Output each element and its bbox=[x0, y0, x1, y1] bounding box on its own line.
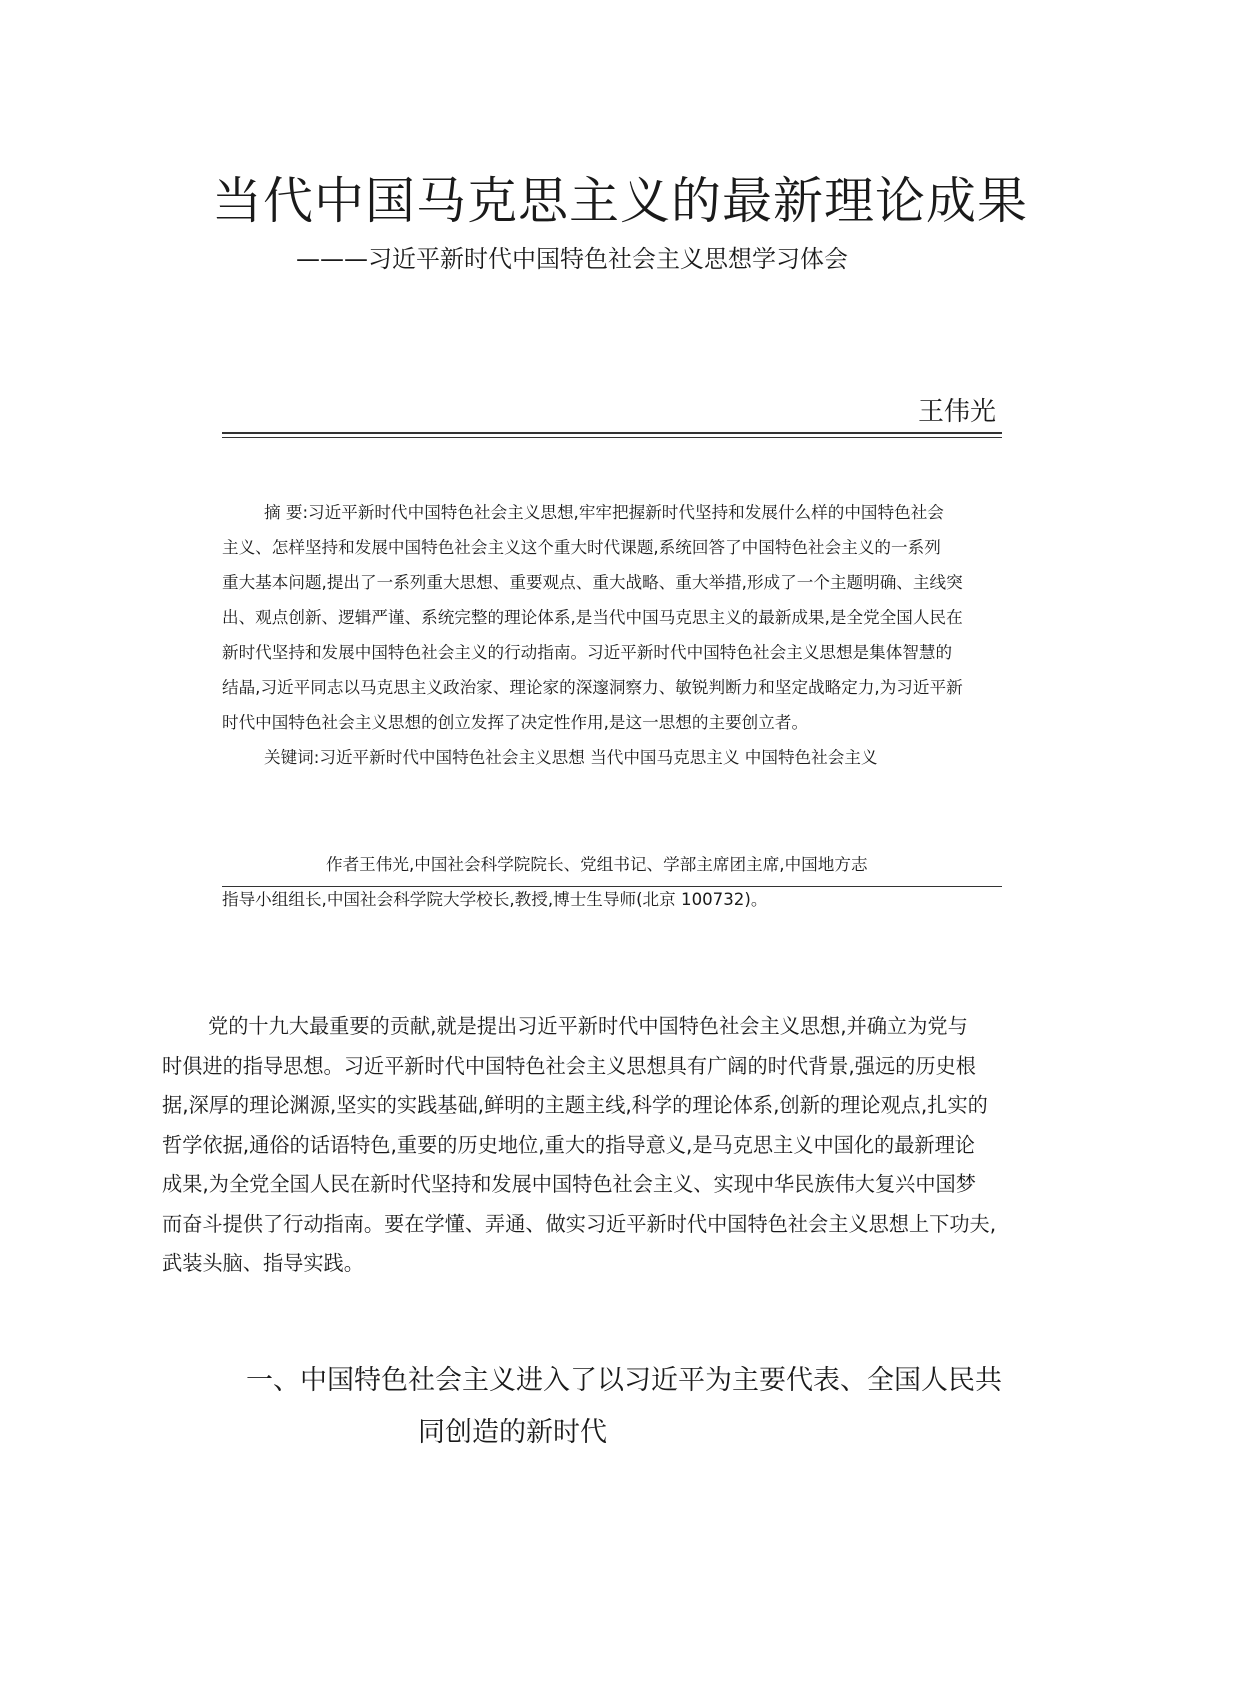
document-title: 当代中国马克思主义的最新理论成果 bbox=[212, 172, 1028, 230]
body-line: 而奋斗提供了行动指南。要在学懂、弄通、做实习近平新时代中国特色社会主义思想上下功夫, bbox=[162, 1211, 997, 1236]
abstract-line: 重大基本问题,提出了一系列重大思想、重要观点、重大战略、重大举措,形成了一个主题明确、主线突 bbox=[222, 573, 963, 592]
author-note-line: 指导小组组长,中国社会科学院大学校长,教授,博士生导师(北京 100732)。 bbox=[222, 890, 768, 909]
author-divider bbox=[222, 432, 1002, 438]
section-heading-line: 一、中国特色社会主义进入了以习近平为主要代表、全国人民共 bbox=[246, 1365, 1002, 1396]
body-line: 哲学依据,通俗的话语特色,重要的历史地位,重大的指导意义,是马克思主义中国化的最新理论 bbox=[162, 1132, 975, 1157]
author-note-block bbox=[222, 847, 1022, 917]
body-line: 据,深厚的理论渊源,坚实的实践基础,鲜明的主题主线,科学的理论体系,创新的理论观点,扎实的 bbox=[162, 1093, 988, 1117]
body-line: 武装头脑、指导实践。 bbox=[162, 1251, 364, 1275]
author-name: 王伟光 bbox=[917, 397, 996, 427]
section-heading-line: 同创造的新时代 bbox=[418, 1417, 607, 1448]
author-note-divider bbox=[222, 886, 1002, 887]
abstract-line: 摘 要:习近平新时代中国特色社会主义思想,牢牢把握新时代坚持和发展什么样的中国特色社会 bbox=[264, 503, 944, 522]
abstract-line: 时代中国特色社会主义思想的创立发挥了决定性作用,是这一思想的主要创立者。 bbox=[222, 713, 809, 732]
abstract-line: 新时代坚持和发展中国特色社会主义的行动指南。习近平新时代中国特色社会主义思想是集体智慧的 bbox=[222, 643, 953, 662]
author-note-line: 作者王伟光,中国社会科学院院长、党组书记、学部主席团主席,中国地方志 bbox=[326, 855, 868, 874]
abstract-line: 主义、怎样坚持和发展中国特色社会主义这个重大时代课题,系统回答了中国特色社会主义的一系列 bbox=[222, 538, 941, 557]
abstract-line: 出、观点创新、逻辑严谨、系统完整的理论体系,是当代中国马克思主义的最新成果,是全党全国人民在 bbox=[222, 608, 963, 627]
document-subtitle: ———习近平新时代中国特色社会主义思想学习体会 bbox=[296, 245, 848, 273]
body-line: 成果,为全党全国人民在新时代坚持和发展中国特色社会主义、实现中华民族伟大复兴中国梦 bbox=[162, 1172, 976, 1196]
body-line: 党的十九大最重要的贡献,就是提出习近平新时代中国特色社会主义思想,并确立为党与 bbox=[208, 1014, 968, 1038]
section-heading bbox=[246, 1355, 1002, 1459]
body-line: 时俱进的指导思想。习近平新时代中国特色社会主义思想具有广阔的时代背景,强远的历史根 bbox=[162, 1053, 976, 1078]
abstract-block bbox=[222, 495, 1068, 775]
body-paragraph bbox=[162, 1007, 1062, 1284]
keywords-line: 关键词:习近平新时代中国特色社会主义思想 当代中国马克思主义 中国特色社会主义 bbox=[264, 748, 878, 767]
abstract-line: 结晶,习近平同志以马克思主义政治家、理论家的深邃洞察力、敏锐判断力和坚定战略定力,为习近平新 bbox=[222, 678, 963, 697]
